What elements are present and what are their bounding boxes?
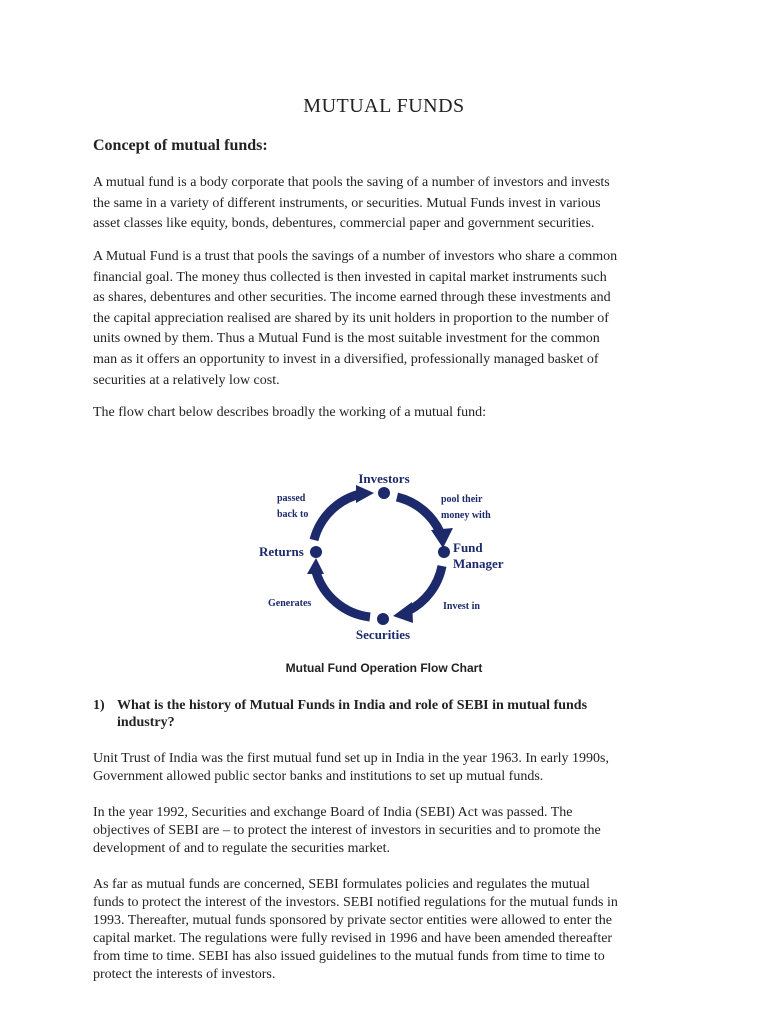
text-line: financial goal. The money thus collected is then invested in capital market instruments such [93, 269, 607, 285]
edge-label-passed-2: back to [277, 509, 309, 520]
text-line: man as it offers an opportunity to invest in a diversified, professionally managed basket of [93, 351, 599, 367]
text-line: A mutual fund is a body corporate that pools the saving of a number of investors and invests [93, 175, 610, 190]
arrowhead-icon [393, 602, 413, 623]
question-text-line: industry? [117, 715, 175, 730]
edge-label-pool-1: pool their [441, 494, 483, 505]
arrow-fund-manager-to-securities [408, 566, 442, 611]
paragraph-3 [93, 403, 486, 424]
node-dot-returns [310, 546, 322, 558]
paragraph-2 [93, 247, 617, 391]
question-number: 1) [93, 698, 105, 713]
node-dot-investors [378, 487, 390, 499]
paragraph-6 [93, 876, 618, 984]
text-line: protect the interests of investors. [93, 967, 276, 982]
edge-label-passed-1: passed [277, 493, 306, 504]
node-investors: Investors [358, 471, 410, 486]
arrow-investors-to-fund-manager [397, 497, 440, 532]
edge-label-invest: Invest in [443, 601, 480, 612]
document-title: MUTUAL FUNDS [303, 95, 465, 117]
paragraph-5 [93, 804, 601, 858]
text-line: A Mutual Fund is a trust that pools the savings of a number of investors who share a common [93, 249, 618, 264]
node-fund-manager-line1: Fund [453, 540, 483, 555]
text-line: from time to time. SEBI has also issued guidelines to the mutual funds from time to time to [93, 949, 605, 964]
node-dot-fund-manager [438, 546, 450, 558]
flow-chart-caption: Mutual Fund Operation Flow Chart [285, 661, 483, 675]
node-dot-securities [377, 613, 389, 625]
flow-chart [250, 460, 520, 650]
text-line: the capital appreciation realised are shared by its unit holders in proportion to the number of [93, 310, 609, 326]
text-line: the same in a variety of different instruments, or securities. Mutual Funds invest in various [93, 195, 601, 211]
text-line: Government allowed public sector banks and institutions to set up mutual funds. [93, 769, 544, 784]
edge-label-generates: Generates [268, 598, 312, 609]
text-line: units owned by them. Thus a Mutual Fund is the most suitable investment for the common [93, 331, 600, 347]
text-line: securities at a relatively low cost. [93, 372, 280, 388]
node-returns: Returns [259, 544, 304, 559]
question-text-line: What is the history of Mutual Funds in India and role of SEBI in mutual funds [117, 698, 588, 713]
arrowhead-icon [431, 528, 453, 548]
paragraph-1 [93, 173, 610, 235]
arrow-securities-to-returns [316, 572, 370, 617]
text-line: development of and to regulate the securities market. [93, 841, 391, 856]
text-line: funds to protect the interest of the investors. SEBI notified regulations for the mutual funds in [93, 895, 618, 910]
arrowhead-icon [307, 558, 324, 574]
text-line: as shares, debentures and other securities. The income earned through these investments and [93, 290, 611, 306]
text-line: Unit Trust of India was the first mutual fund set up in India in the year 1963. In early 1990s, [93, 751, 609, 766]
text-line: In the year 1992, Securities and exchange Board of India (SEBI) Act was passed. The [93, 805, 573, 820]
arrow-returns-to-investors [314, 494, 360, 540]
text-line: objectives of SEBI are – to protect the interest of investors in securities and to promote the [93, 823, 601, 838]
text-line: 1993. Thereafter, mutual funds sponsored by private sector entities were allowed to enter the [93, 913, 612, 928]
node-fund-manager-line2: Manager [453, 556, 504, 571]
text-line: As far as mutual funds are concerned, SEBI formulates policies and regulates the mutual [93, 877, 590, 892]
section-heading: Concept of mutual funds: [93, 137, 268, 154]
node-securities: Securities [355, 627, 411, 642]
text-line: capital market. The regulations were fully revised in 1996 and have been amended thereafter [93, 931, 613, 946]
paragraph-4 [93, 750, 609, 786]
text-line: The flow chart below describes broadly the working of a mutual fund: [93, 405, 487, 420]
edge-label-pool-2: money with [441, 510, 491, 521]
text-line: asset classes like equity, bonds, debentures, commercial paper and government securities. [93, 216, 595, 232]
arrowhead-icon [356, 485, 374, 503]
